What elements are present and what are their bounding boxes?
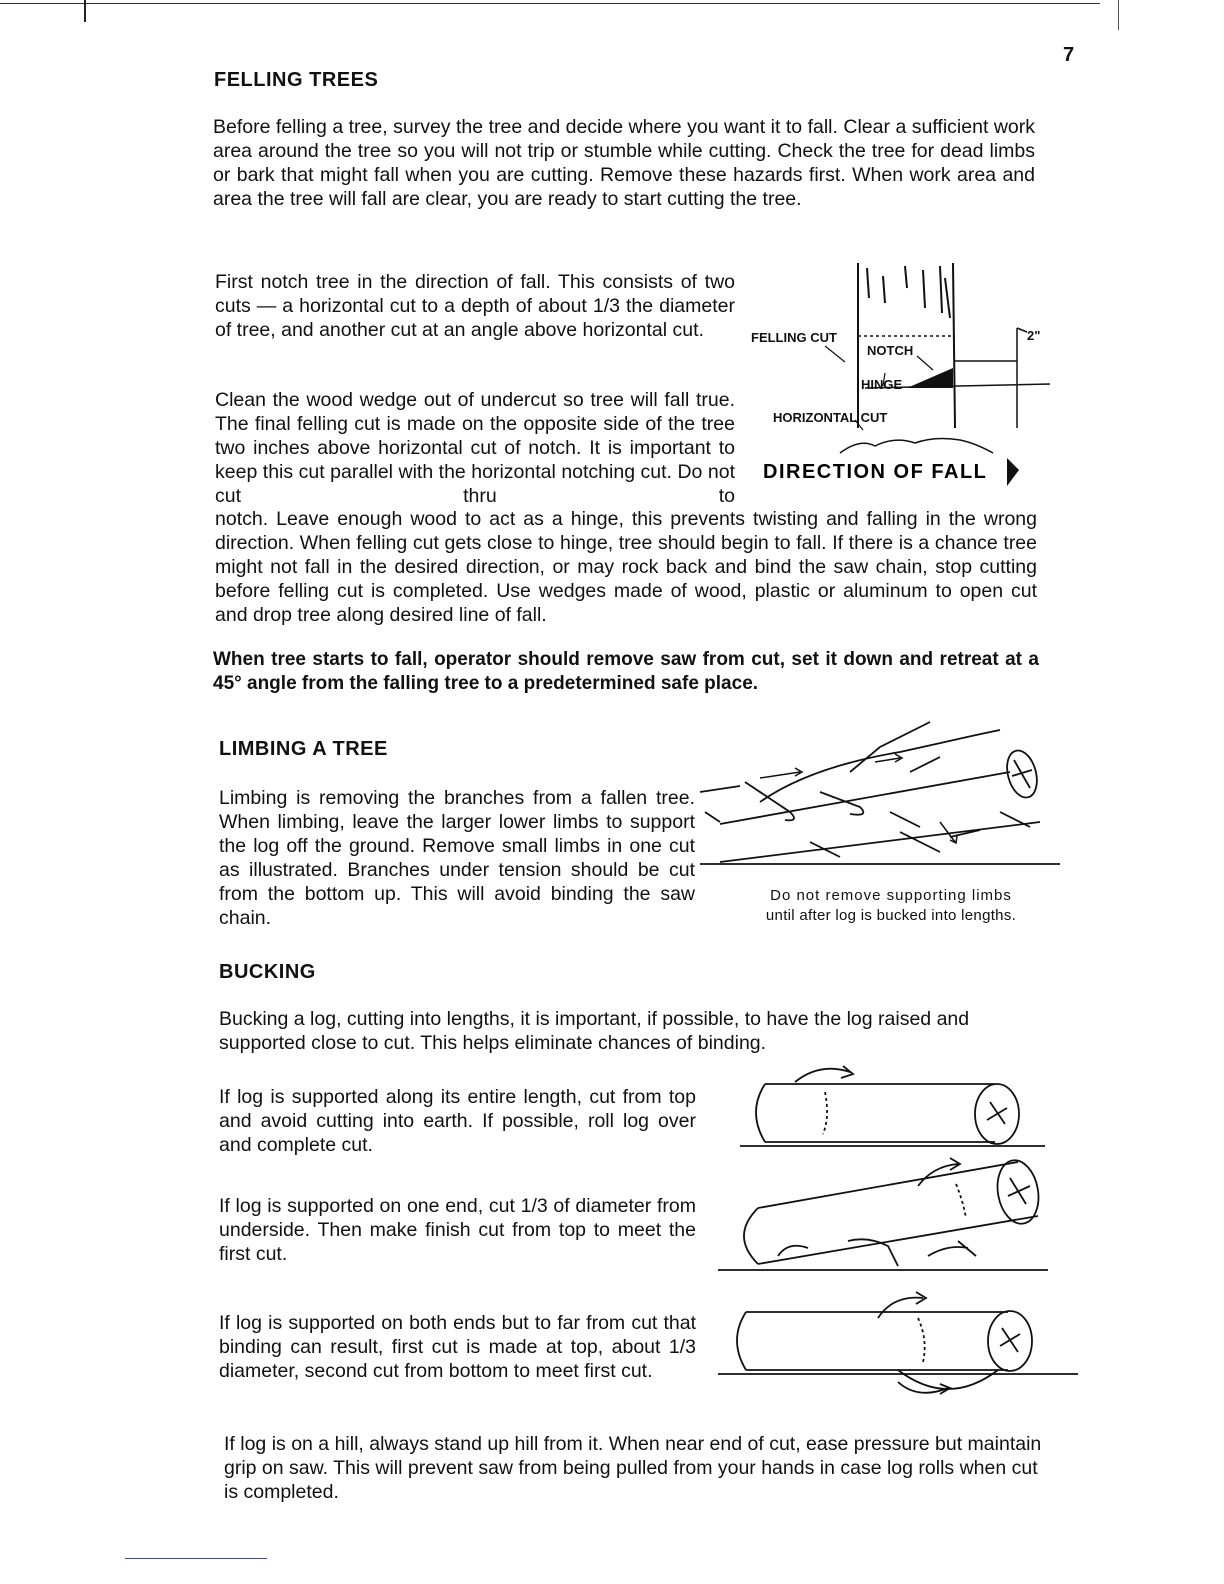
notch-wedge (907, 368, 953, 388)
cut-arrow (918, 1158, 960, 1186)
label-horizontal-cut: HORIZONTAL CUT (773, 410, 888, 425)
limbing-caption-line1: Do not remove supporting limbs (770, 887, 1012, 904)
bucking-case1-paragraph: If log is supported along its entire length, cut from top and avoid cutting into earth. If possible, roll log over and complete cut. (219, 1086, 696, 1156)
right-margin-mark (1118, 0, 1119, 30)
clean-wedge-paragraph: Clean the wood wedge out of undercut so tree will fall true. The final felling cut is made on the opposite side of the tree two inches above horizontal cut of notch. It is important to keep this cut parallel with the horizontal notching cut. Do not cut thru to (215, 389, 735, 507)
bucking-case3-paragraph: If log is supported on both ends but to far from cut that binding can result, first cut is made at top, about 1/3 diameter, second cut from bottom to meet first cut. (219, 1312, 696, 1382)
saw-cut (956, 1184, 966, 1218)
bucking-case2-paragraph: If log is supported on one end, cut 1/3 of diameter from underside. Then make finish cut from top to meet the first cut. (219, 1195, 696, 1265)
cut-arrow-top (878, 1292, 926, 1318)
top-rule (0, 3, 1100, 4)
saw-cut (823, 1092, 827, 1134)
left-margin-mark (84, 0, 86, 22)
hill-paragraph: If log is on a hill, always stand up hill from it. When near end of cut, ease pressure but maintain grip on saw. This will prevent saw from being pulled from your hands in case log rolls when cut is completed. (224, 1433, 1042, 1503)
bucking-diagram-3 (718, 1290, 1078, 1408)
direction-arrow-icon (1007, 458, 1019, 486)
label-felling-cut: FELLING CUT (751, 330, 837, 345)
safety-warning: When tree starts to fall, operator should remove saw from cut, set it down and retreat at a 45° angle from the falling tree to a predetermined safe place. (213, 649, 1039, 694)
bottom-rule (125, 1558, 267, 1559)
notch-paragraph: First notch tree in the direction of fall. This consists of two cuts — a horizontal cut to a depth of about 1/3 the diameter of tree, and another cut at an angle above horizontal cut. (215, 271, 735, 341)
bucking-diagram-1 (735, 1062, 1045, 1152)
felling-intro-paragraph: Before felling a tree, survey the tree and decide where you want it to fall. Clear a sufficient work area around the tree so you will not trip or stumble while cutting. Check the tree for dead limbs or bark that might fall when you are cutting. Remove these hazards first. When work area and area the tree will fall are clear, you are ready to start cutting the tree. (213, 116, 1035, 210)
section-heading-bucking: BUCKING (219, 961, 316, 983)
hinge-paragraph: notch. Leave enough wood to act as a hinge, this prevents twisting and falling in the wrong direction. When felling cut gets close to hinge, tree should begin to fall. If there is a chance tree might not fall in the desired direction, or may rock back and bind the saw chain, stop cutting before felling cut is completed. Use wedges made of wood, plastic or aluminum to open cut and drop tree along desired line of fall. (215, 508, 1037, 626)
saw-cut (918, 1318, 925, 1362)
limbing-paragraph: Limbing is removing the branches from a fallen tree. When limbing, leave the larger lower limbs to support the log off the ground. Remove small limbs in one cut as illustrated. Branches under tension should be cut from the bottom up. This will avoid binding the saw chain. (219, 787, 695, 929)
label-two-inch: 2" (1027, 328, 1041, 343)
cut-arrow (795, 1066, 853, 1082)
log-outline (720, 772, 1040, 862)
limbing-caption-line2: until after log is bucked into lengths. (765, 907, 1017, 924)
log-outline (737, 1312, 1008, 1370)
log-outline (744, 1162, 1038, 1264)
bucking-intro-paragraph: Bucking a log, cutting into lengths, it is important, if possible, to have the log raised and supported close to cut. This helps eliminate chances of binding. (219, 1008, 970, 1054)
branch-upper (760, 722, 1000, 802)
page-number: 7 (1063, 44, 1075, 66)
label-hinge: HINGE (861, 377, 903, 392)
label-notch: NOTCH (867, 343, 914, 358)
felling-diagram (745, 258, 1055, 498)
section-heading-felling: FELLING TREES (214, 69, 379, 91)
log-outline (756, 1084, 995, 1142)
section-heading-limbing: LIMBING A TREE (219, 738, 388, 760)
limbing-diagram (700, 712, 1060, 872)
support-stump (778, 1239, 898, 1266)
label-direction-of-fall: DIRECTION OF FALL (763, 461, 988, 483)
bucking-diagram-2 (718, 1156, 1048, 1274)
